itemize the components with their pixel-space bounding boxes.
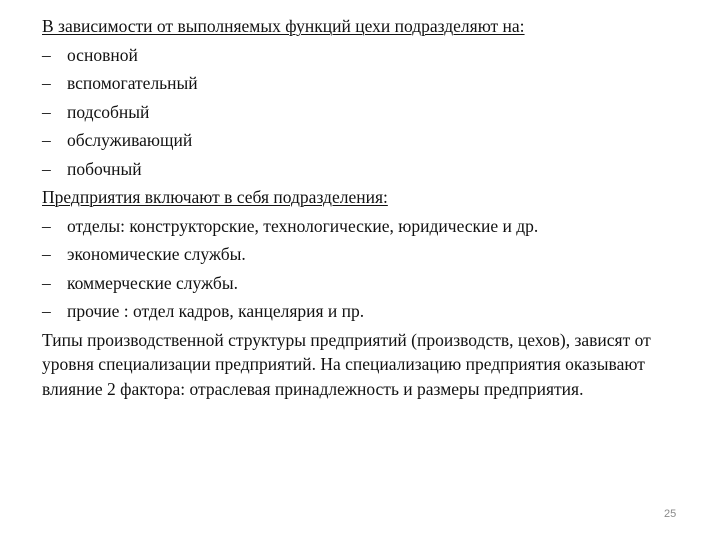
- section1-heading: В зависимости от выполняемых функций цехи подразделяют на:: [42, 16, 525, 36]
- list-item-text: подсобный: [67, 101, 150, 122]
- body-paragraph: Типы производственной структуры предприятий (производств, цехов), зависят от уровня специализации предприятий. На специализацию предприятия оказывают влияние 2 фактора: отраслевая принадлежность и размеры предприятия.: [42, 329, 651, 399]
- dash-bullet: –: [42, 73, 51, 93]
- list-item: [42, 240, 692, 269]
- page-number: 25: [664, 508, 677, 520]
- dash-bullet: –: [42, 244, 51, 264]
- list-item: [42, 212, 692, 241]
- list-item: [42, 297, 692, 326]
- list-item-text: побочный: [67, 158, 142, 179]
- dash-bullet: –: [42, 44, 51, 65]
- list-item-text: коммерческие службы.: [67, 272, 238, 293]
- list-item: [42, 155, 692, 184]
- list-item-text: прочие : отдел кадров, канцелярия и пр.: [67, 301, 365, 321]
- dash-bullet: –: [42, 301, 51, 321]
- dash-bullet: –: [42, 101, 51, 122]
- list-item: [42, 126, 692, 155]
- list-item: [42, 98, 692, 127]
- list-item-text: отделы: конструкторские, технологические, юридические и др.: [67, 215, 539, 236]
- list-item: [42, 69, 692, 98]
- section2-heading: Предприятия включают в себя подразделения:: [42, 187, 388, 207]
- list-item-text: экономические службы.: [67, 244, 246, 264]
- list-item: [42, 41, 692, 70]
- dash-bullet: –: [42, 158, 51, 179]
- slide-content: [42, 12, 692, 401]
- dash-bullet: –: [42, 130, 51, 150]
- list-item-text: обслуживающий: [67, 130, 193, 150]
- list-item: [42, 269, 692, 298]
- dash-bullet: –: [42, 272, 51, 293]
- list-item-text: основной: [67, 44, 138, 65]
- dash-bullet: –: [42, 215, 51, 236]
- list-item-text: вспомогательный: [67, 73, 198, 93]
